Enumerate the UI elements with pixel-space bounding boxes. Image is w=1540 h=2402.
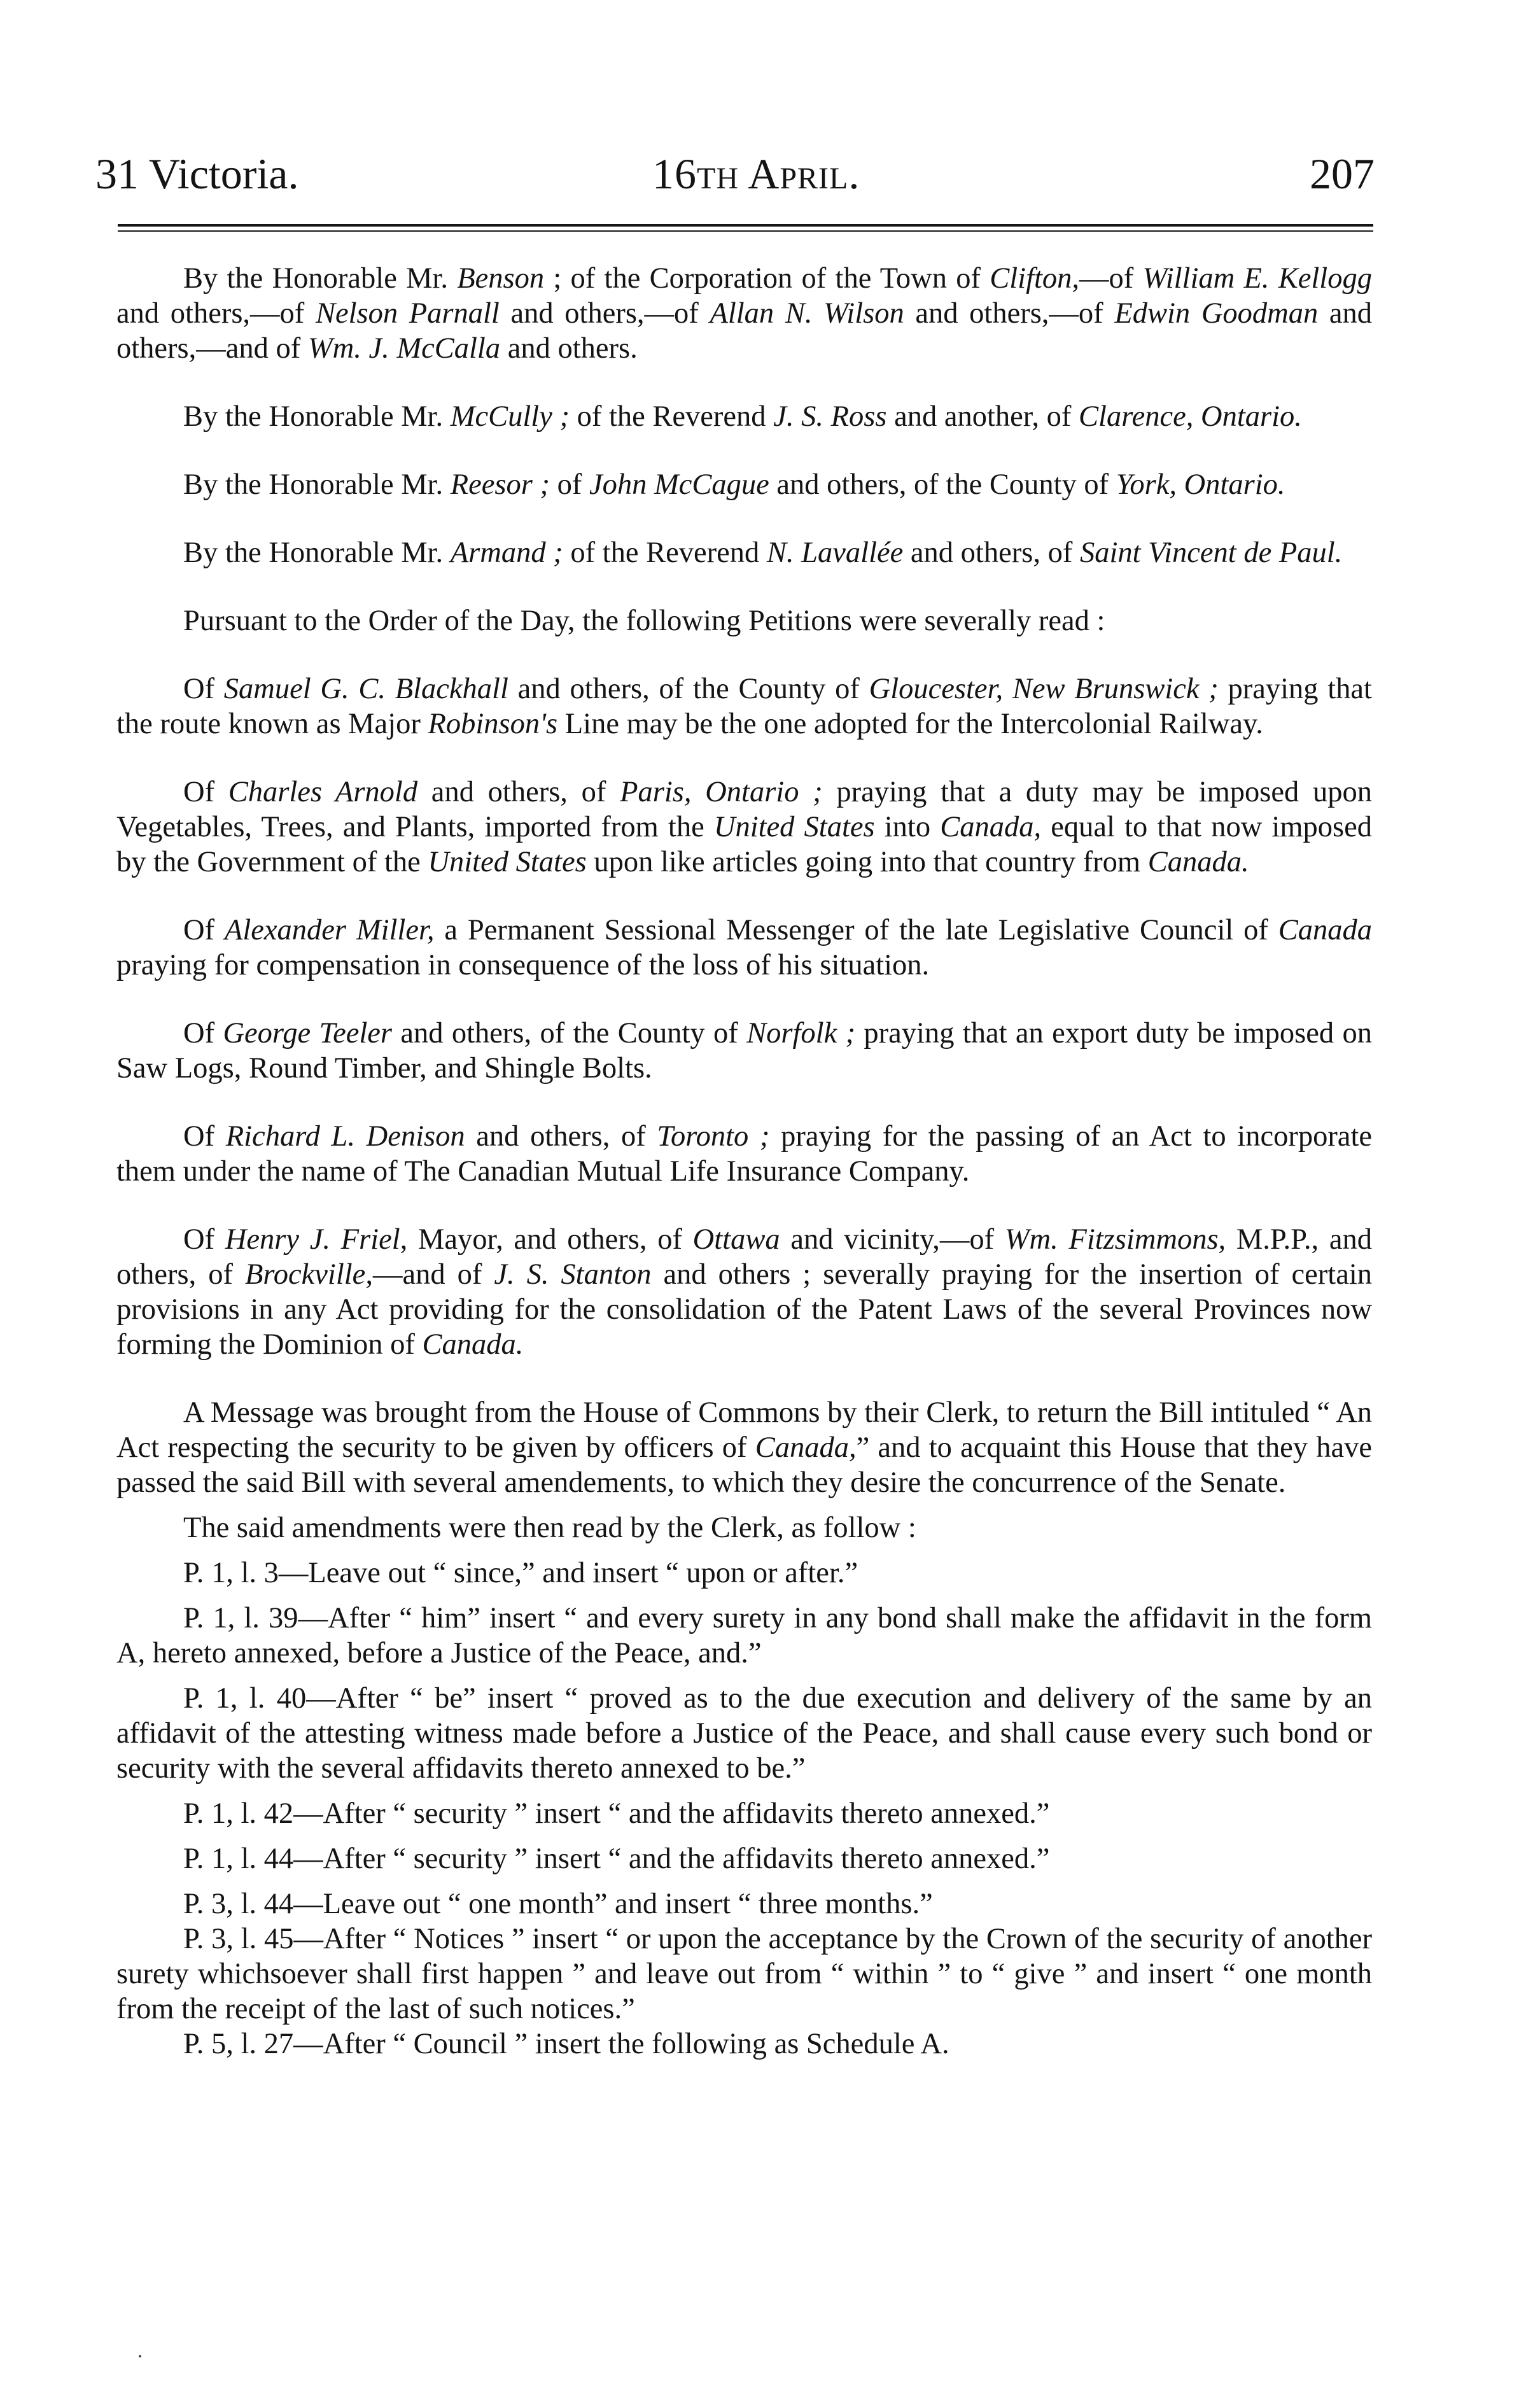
text-run: M.P.P., and others, of [116,1223,1372,1291]
text-run: By the Honorable Mr. [183,400,451,433]
italic-name: Canada, [755,1431,857,1464]
italic-name: Samuel G. C. Blackhall [223,673,508,705]
italic-name: United States [713,811,875,843]
italic-name: Brockville, [244,1258,373,1291]
text-run: P. 1, l. 44—After “ security ” insert “ and the affidavits thereto annexed.” [183,1843,1050,1875]
italic-name: John McCague [589,468,769,501]
journal-body [116,261,1372,2061]
italic-name: Alexander Miller, [224,914,435,946]
header-rule-thin [118,230,1373,232]
text-run: Of [183,1017,223,1050]
italic-name: J. S. Stanton [494,1258,652,1291]
paragraph-p5 [116,603,1372,638]
paragraph-p4 [116,535,1372,570]
text-run: and others, of [903,537,1080,569]
italic-name: Armand ; [450,537,563,569]
italic-name: Paris, Ontario ; [620,776,823,808]
paragraph-p7 [116,775,1372,880]
text-run: A Message was brought from the House of Commons by their Clerk, to return the Bill intituled “ An Act respecting the security to be given by officers of [116,1396,1372,1464]
italic-name: William E. Kellogg [1142,262,1372,295]
page-header [95,139,1375,209]
text-run: Of [183,673,224,705]
text-run: and vicinity,—of [780,1223,1005,1256]
text-run: and others, of the County of [392,1017,747,1050]
text-run: ” and to acquaint this House that they have passed the said Bill with several amendements, to which they desire the concurrence of the Senate. [116,1431,1372,1499]
paragraph-p9 [116,1016,1372,1086]
italic-name: J. S. Ross [773,400,887,433]
italic-name: Canada. [422,1328,524,1361]
text-run: By the Honorable Mr. [183,468,451,501]
text-run: P. 1, l. 42—After “ security ” insert “ and the affidavits thereto annexed.” [183,1797,1050,1830]
header-rule-thick [118,224,1373,227]
italic-name: Nelson Parnall [315,297,500,330]
italic-name: Robinson's [428,708,558,740]
paragraph-p13 [116,1510,1372,1545]
text-run: Pursuant to the Order of the Day, the following Petitions were severally read : [183,605,1105,637]
italic-name: Clifton, [990,262,1080,295]
paragraph-p14 [116,1556,1372,1591]
text-run: Mayor, and others, of [407,1223,693,1256]
paragraph-p2 [116,399,1372,434]
paragraph-p3 [116,467,1372,502]
paragraph-p16 [116,1681,1372,1786]
italic-name: Allan N. Wilson [710,297,904,330]
italic-name: Ottawa [692,1223,780,1256]
italic-name: York, Ontario. [1116,468,1285,501]
text-run: and others, of the County of [508,673,869,705]
page-number: 207 [1310,150,1375,198]
paragraph-p1 [116,261,1372,366]
text-run: Of [183,1223,225,1256]
paragraph-p17 [116,1796,1372,1831]
text-run: praying for compensation in consequence of the loss of his situation. [116,949,930,981]
text-run: and others,—of [116,297,316,330]
italic-name: United States [428,846,587,878]
text-run: —and of [372,1258,494,1291]
italic-name: McCully ; [450,400,570,433]
italic-name: Canada. [1147,846,1249,878]
text-run: praying that the route known as Major [116,673,1372,740]
text-run: Of [183,776,228,808]
italic-name: Richard L. Denison [225,1120,465,1153]
italic-name: George Teeler [223,1017,393,1050]
italic-name: Charles Arnold [228,776,418,808]
paragraph-p20 [116,1921,1372,2026]
italic-name: Wm. Fitzsimmons, [1004,1223,1226,1256]
text-run: of the Reverend [569,400,774,433]
paragraph-p10 [116,1119,1372,1189]
italic-name: Benson [457,262,545,295]
margin-mark [139,2355,141,2357]
text-run: ; of the Corporation of the Town of [544,262,990,295]
text-run: Of [183,914,225,946]
text-run: P. 1, l. 3—Leave out “ since,” and insert “ upon or after.” [183,1557,858,1589]
italic-name: Canada [1278,914,1372,946]
text-run: praying that a duty may be imposed upon Vegetables, Trees, and Plants, imported from the [116,776,1372,843]
text-run: Of [183,1120,226,1153]
paragraph-p18 [116,1841,1372,1876]
italic-name: Clarence, Ontario. [1079,400,1302,433]
text-run: and others,—of [499,297,710,330]
text-run: and others,—and of [116,297,1373,365]
text-run: upon like articles going into that country from [586,846,1148,878]
italic-name: Canada, [940,811,1042,843]
text-run: and others, of the County of [769,468,1116,501]
italic-name: Gloucester, New Brunswick ; [869,673,1219,705]
text-run: P. 3, l. 44—Leave out “ one month” and insert “ three months.” [183,1888,933,1920]
text-run: of the Reverend [563,537,767,569]
text-run: The said amendments were then read by the Clerk, as follow : [183,1512,916,1544]
paragraph-p19 [116,1886,1372,1921]
text-run: and another, of [886,400,1079,433]
text-run: P. 1, l. 40—After “ be” insert “ proved as to the due execution and delivery of the same by an affidavit of the attesting witness made before a Justice of the Peace, and shall cause every such bond or security with the several affidavits thereto annexed to be.” [116,1682,1372,1785]
text-run: P. 3, l. 45—After “ Notices ” insert “ or upon the acceptance by the Crown of the security of another surety whichsoever shall first happen ” and leave out from “ within ” to “ give ” and insert “ one month from the receipt of the last of such notices.” [116,1923,1372,2025]
paragraph-p11 [116,1222,1372,1362]
text-run: and others. [500,332,638,365]
italic-name: Henry J. Friel, [225,1223,408,1256]
paragraph-p21 [116,2026,1372,2061]
header-volume: 31 Victoria. [95,150,299,198]
text-run: P. 5, l. 27—After “ Council ” insert the following as Schedule A. [183,2028,949,2060]
paragraph-p12 [116,1395,1372,1500]
text-run: praying that an export duty be imposed on Saw Logs, Round Timber, and Shingle Bolts. [116,1017,1372,1085]
text-run: of [549,468,589,501]
paragraph-p15 [116,1601,1372,1671]
italic-name: Norfolk ; [746,1017,856,1050]
text-run: By the Honorable Mr. [183,262,458,295]
text-run: and others,—of [904,297,1115,330]
italic-name: Toronto ; [657,1120,770,1153]
italic-name: Saint Vincent de Paul. [1079,537,1343,569]
text-run: a Permanent Sessional Messenger of the late Legislative Council of [434,914,1278,946]
italic-name: Wm. J. McCalla [307,332,501,365]
paragraph-p8 [116,913,1372,983]
text-run: and others, of [417,776,620,808]
text-run: By the Honorable Mr. [183,537,451,569]
italic-name: Edwin Goodman [1114,297,1319,330]
header-date: 16th April. [652,150,860,198]
italic-name: N. Lavallée [766,537,904,569]
text-run: and others ; severally praying for the insertion of certain provisions in any Act providing for the consolidation of the Patent Laws of the several Provinces now forming the Dominion of [116,1258,1372,1361]
paragraph-p6 [116,671,1372,741]
text-run: praying for the passing of an Act to incorporate them under the name of The Canadian Mutual Life Insurance Company. [116,1120,1372,1188]
text-run: equal to that now imposed by the Government of the [116,811,1373,878]
italic-name: Reesor ; [450,468,550,501]
text-run: P. 1, l. 39—After “ him” insert “ and every surety in any bond shall make the affidavit in the form A, hereto annexed, before a Justice of the Peace, and.” [116,1602,1372,1669]
text-run: Line may be the one adopted for the Intercolonial Railway. [557,708,1263,740]
text-run: and others, of [465,1120,657,1153]
text-run: —of [1079,262,1143,295]
text-run: into [874,811,941,843]
